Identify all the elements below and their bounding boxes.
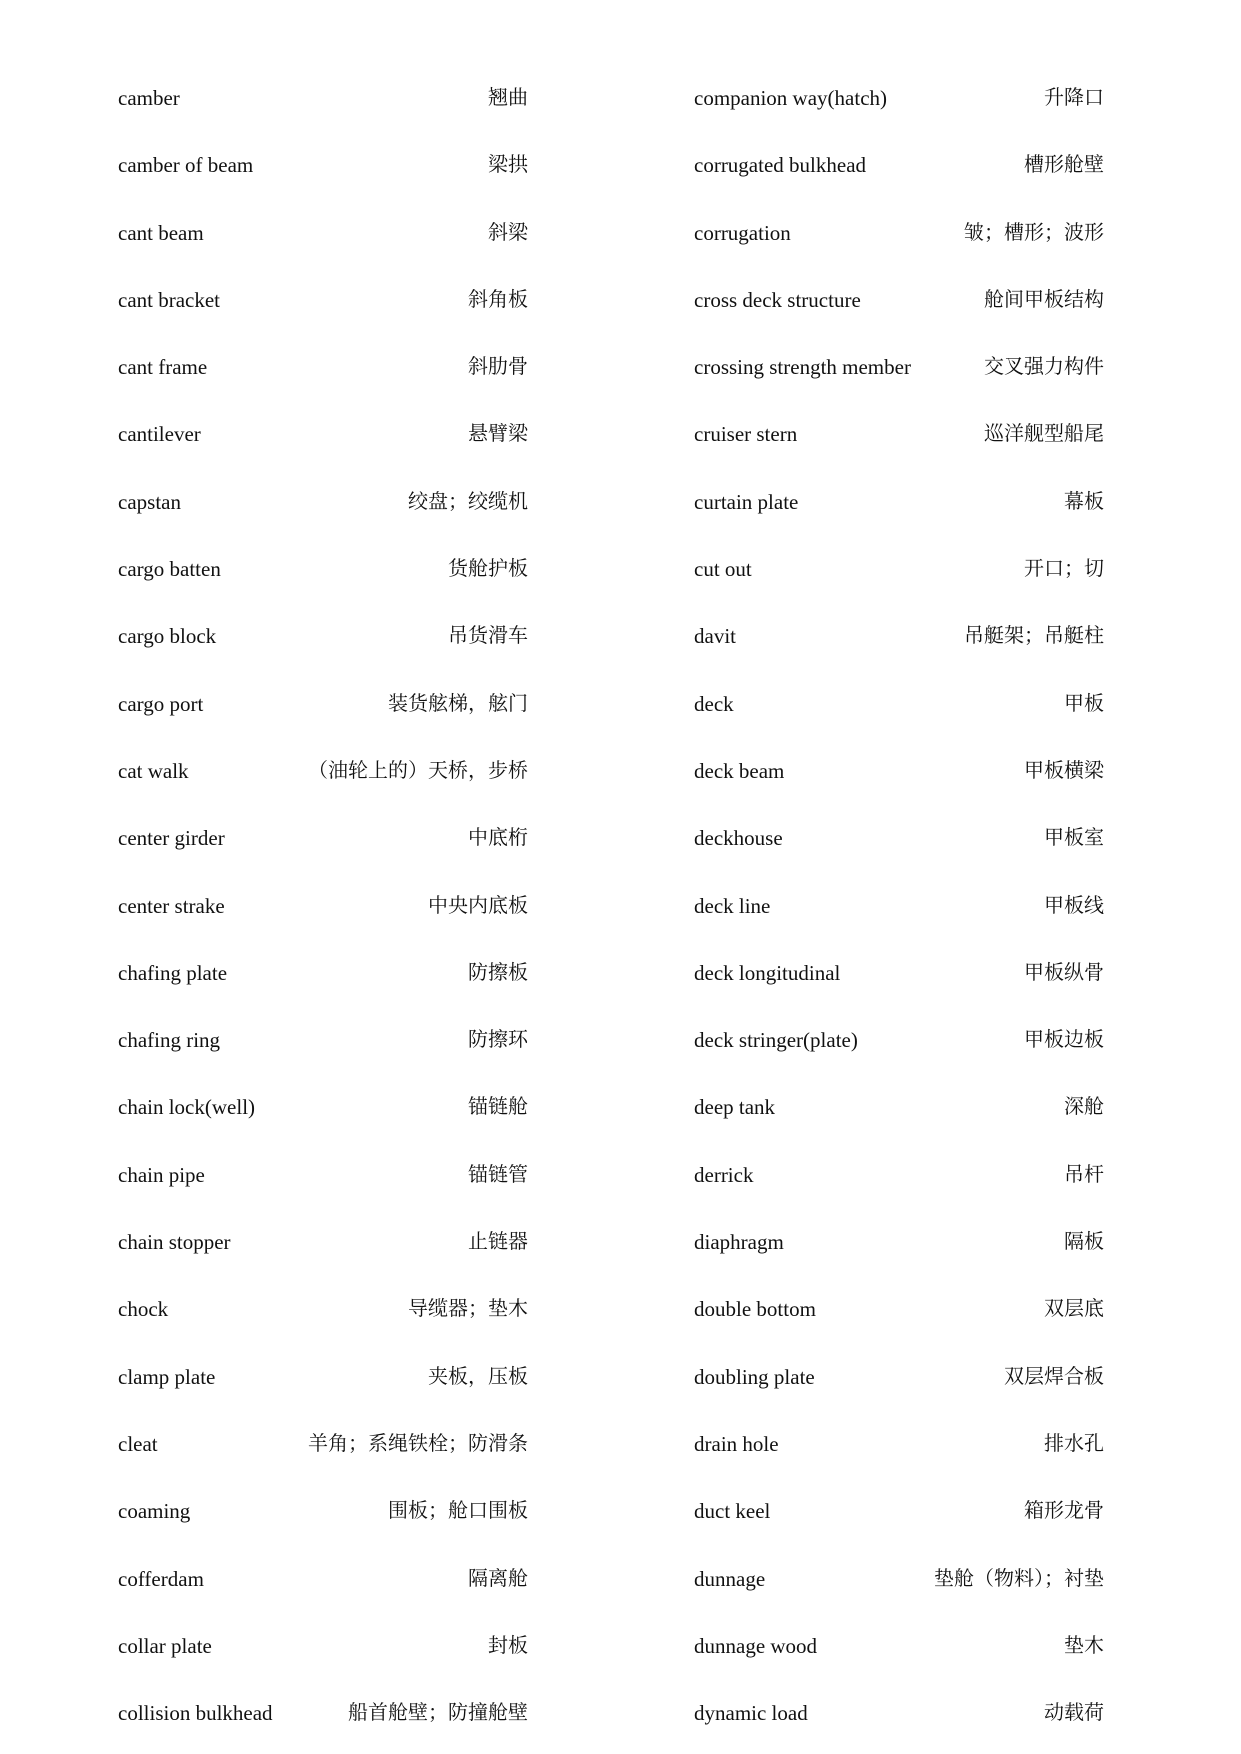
glossary-entry (118, 1483, 528, 1550)
glossary-entry (694, 810, 1104, 877)
glossary-entry (118, 339, 528, 406)
chinese-translation: 锚链舱 (468, 1094, 528, 1119)
glossary-entry (118, 810, 528, 877)
glossary-entry (694, 70, 1104, 137)
glossary-entry (118, 1079, 528, 1146)
chinese-translation: 升降口 (1044, 85, 1104, 109)
glossary-entry (118, 1349, 528, 1416)
chinese-translation: 隔板 (1064, 1229, 1104, 1254)
glossary-entry (118, 608, 528, 675)
chinese-translation: 斜肋骨 (468, 354, 528, 379)
chinese-translation: 槽形舱壁 (1024, 152, 1104, 177)
chinese-translation: 悬臂梁 (468, 421, 528, 446)
chinese-translation: 防擦环 (468, 1027, 528, 1052)
chinese-translation: 封板 (488, 1632, 528, 1657)
english-term: dunnage (694, 1566, 766, 1591)
glossary-entry (118, 676, 528, 743)
chinese-translation: 绞盘；绞缆机 (408, 488, 528, 513)
glossary-entry (118, 1214, 528, 1281)
english-term: cant bracket (118, 287, 221, 312)
chinese-translation: 舱间甲板结构 (984, 286, 1104, 311)
chinese-translation: 箱形龙骨 (1024, 1498, 1104, 1523)
glossary-entry (694, 608, 1104, 675)
chinese-translation: 垫舱（物料）；衬垫 (934, 1565, 1104, 1590)
english-term: crossing strength member (694, 355, 911, 380)
glossary-entry (694, 1147, 1104, 1214)
english-term: capstan (118, 489, 181, 514)
chinese-translation: 甲板横梁 (1024, 757, 1104, 782)
glossary-entry (118, 137, 528, 204)
glossary-entry (694, 406, 1104, 473)
english-term: deck longitudinal (694, 960, 841, 985)
english-term: deck beam (694, 758, 785, 783)
english-term: cant frame (118, 355, 208, 380)
english-term: companion way(hatch) (694, 86, 888, 110)
chinese-translation: 排水孔 (1044, 1430, 1104, 1455)
glossary-entry (118, 1551, 528, 1618)
chinese-translation: 皱；槽形；波形 (964, 219, 1104, 244)
english-term: curtain plate (694, 489, 799, 514)
chinese-translation: 夹板，压板 (428, 1363, 528, 1388)
chinese-translation: 吊杆 (1064, 1161, 1104, 1186)
glossary-left-column (118, 70, 528, 1752)
english-term: deck line (694, 893, 771, 918)
chinese-translation: 动载荷 (1044, 1700, 1104, 1725)
glossary-entry (694, 1079, 1104, 1146)
glossary-entry (118, 541, 528, 608)
chinese-translation: 中央内底板 (428, 892, 528, 917)
english-term: deck stringer(plate) (694, 1028, 858, 1053)
english-term: camber (118, 86, 180, 110)
english-term: deckhouse (694, 826, 783, 851)
english-term: duct keel (694, 1499, 771, 1524)
chinese-translation: 深舱 (1064, 1094, 1104, 1119)
english-term: drain hole (694, 1431, 779, 1456)
glossary-entry (118, 474, 528, 541)
english-term: double bottom (694, 1297, 816, 1322)
english-term: deck (694, 691, 734, 716)
glossary-entry (694, 1685, 1104, 1752)
chinese-translation: 导缆器；垫木 (408, 1296, 528, 1321)
english-term: camber of beam (118, 153, 254, 178)
glossary-entry (694, 272, 1104, 339)
chinese-translation: 翘曲 (488, 85, 528, 109)
english-term: chock (118, 1297, 169, 1322)
glossary-right-column (694, 70, 1104, 1752)
glossary-entry (118, 1281, 528, 1348)
glossary-entry (694, 205, 1104, 272)
english-term: cargo block (118, 624, 217, 649)
glossary-entry (694, 1483, 1104, 1550)
glossary-entry (118, 945, 528, 1012)
english-term: chain stopper (118, 1230, 231, 1255)
glossary-entry (694, 1214, 1104, 1281)
english-term: cantilever (118, 422, 201, 447)
english-term: cruiser stern (694, 422, 798, 447)
glossary-entry (694, 878, 1104, 945)
glossary-entry (118, 70, 528, 137)
chinese-translation: 甲板线 (1044, 892, 1104, 917)
english-term: cargo batten (118, 557, 221, 582)
english-term: coaming (118, 1499, 191, 1524)
chinese-translation: 巡洋舰型船尾 (984, 421, 1104, 446)
english-term: cross deck structure (694, 287, 861, 312)
english-term: corrugated bulkhead (694, 153, 867, 178)
chinese-translation: 甲板纵骨 (1024, 959, 1104, 984)
english-term: clamp plate (118, 1364, 216, 1389)
english-term: cleat (118, 1431, 158, 1456)
glossary-entry (118, 1618, 528, 1685)
chinese-translation: 斜梁 (488, 219, 528, 244)
english-term: collision bulkhead (118, 1701, 273, 1726)
chinese-translation: 吊货滑车 (448, 623, 528, 648)
chinese-translation: （油轮上的）天桥，步桥 (308, 757, 528, 782)
glossary-entry (118, 878, 528, 945)
chinese-translation: 交叉强力构件 (984, 354, 1104, 379)
chinese-translation: 船首舱壁；防撞舱壁 (348, 1700, 528, 1725)
glossary-entry (694, 1551, 1104, 1618)
glossary-entry (694, 474, 1104, 541)
glossary-entry (694, 1012, 1104, 1079)
glossary-entry (694, 1416, 1104, 1483)
chinese-translation: 装货舷梯，舷门 (388, 690, 528, 715)
english-term: derrick (694, 1162, 754, 1187)
glossary-entry (118, 205, 528, 272)
chinese-translation: 甲板室 (1044, 825, 1104, 850)
glossary-entry (118, 1012, 528, 1079)
chinese-translation: 甲板边板 (1024, 1027, 1104, 1052)
english-term: corrugation (694, 220, 791, 245)
english-term: cut out (694, 557, 752, 582)
glossary-entry (694, 743, 1104, 810)
english-term: dynamic load (694, 1701, 808, 1726)
english-term: chafing plate (118, 960, 228, 985)
english-term: cargo port (118, 691, 204, 716)
glossary-entry (118, 272, 528, 339)
glossary-entry (118, 1685, 528, 1752)
english-term: collar plate (118, 1633, 212, 1658)
chinese-translation: 隔离舱 (468, 1565, 528, 1590)
glossary-entry (118, 1147, 528, 1214)
english-term: deep tank (694, 1095, 776, 1120)
glossary-entry (694, 339, 1104, 406)
english-term: chafing ring (118, 1028, 221, 1053)
chinese-translation: 羊角；系绳铁栓；防滑条 (308, 1430, 528, 1455)
glossary-entry (694, 1618, 1104, 1685)
english-term: cat walk (118, 758, 189, 783)
glossary-entry (118, 743, 528, 810)
chinese-translation: 双层底 (1044, 1296, 1104, 1321)
chinese-translation: 货舱护板 (448, 556, 528, 581)
english-term: center strake (118, 893, 225, 918)
chinese-translation: 止链器 (468, 1229, 528, 1254)
chinese-translation: 围板；舱口围板 (388, 1498, 528, 1523)
english-term: cofferdam (118, 1566, 204, 1591)
english-term: dunnage wood (694, 1633, 818, 1658)
glossary-entry (694, 1281, 1104, 1348)
english-term: cant beam (118, 220, 204, 245)
english-term: diaphragm (694, 1230, 784, 1255)
glossary-entry (694, 1349, 1104, 1416)
chinese-translation: 梁拱 (488, 152, 528, 177)
chinese-translation: 甲板 (1064, 690, 1104, 715)
chinese-translation: 防擦板 (468, 959, 528, 984)
glossary-entry (118, 1416, 528, 1483)
glossary-entry (118, 406, 528, 473)
english-term: center girder (118, 826, 225, 851)
glossary-entry (694, 945, 1104, 1012)
chinese-translation: 斜角板 (468, 286, 528, 311)
chinese-translation: 锚链管 (468, 1161, 528, 1186)
chinese-translation: 幕板 (1064, 488, 1104, 513)
glossary-entry (694, 137, 1104, 204)
glossary-entry (694, 676, 1104, 743)
chinese-translation: 开口；切 (1024, 556, 1104, 581)
english-term: chain pipe (118, 1162, 205, 1187)
chinese-translation: 垫木 (1064, 1632, 1104, 1657)
english-term: davit (694, 624, 736, 649)
glossary-entry (694, 541, 1104, 608)
chinese-translation: 吊艇架；吊艇柱 (964, 623, 1104, 648)
english-term: chain lock(well) (118, 1095, 256, 1120)
english-term: doubling plate (694, 1364, 815, 1389)
chinese-translation: 双层焊合板 (1004, 1363, 1104, 1388)
chinese-translation: 中底桁 (468, 825, 528, 850)
